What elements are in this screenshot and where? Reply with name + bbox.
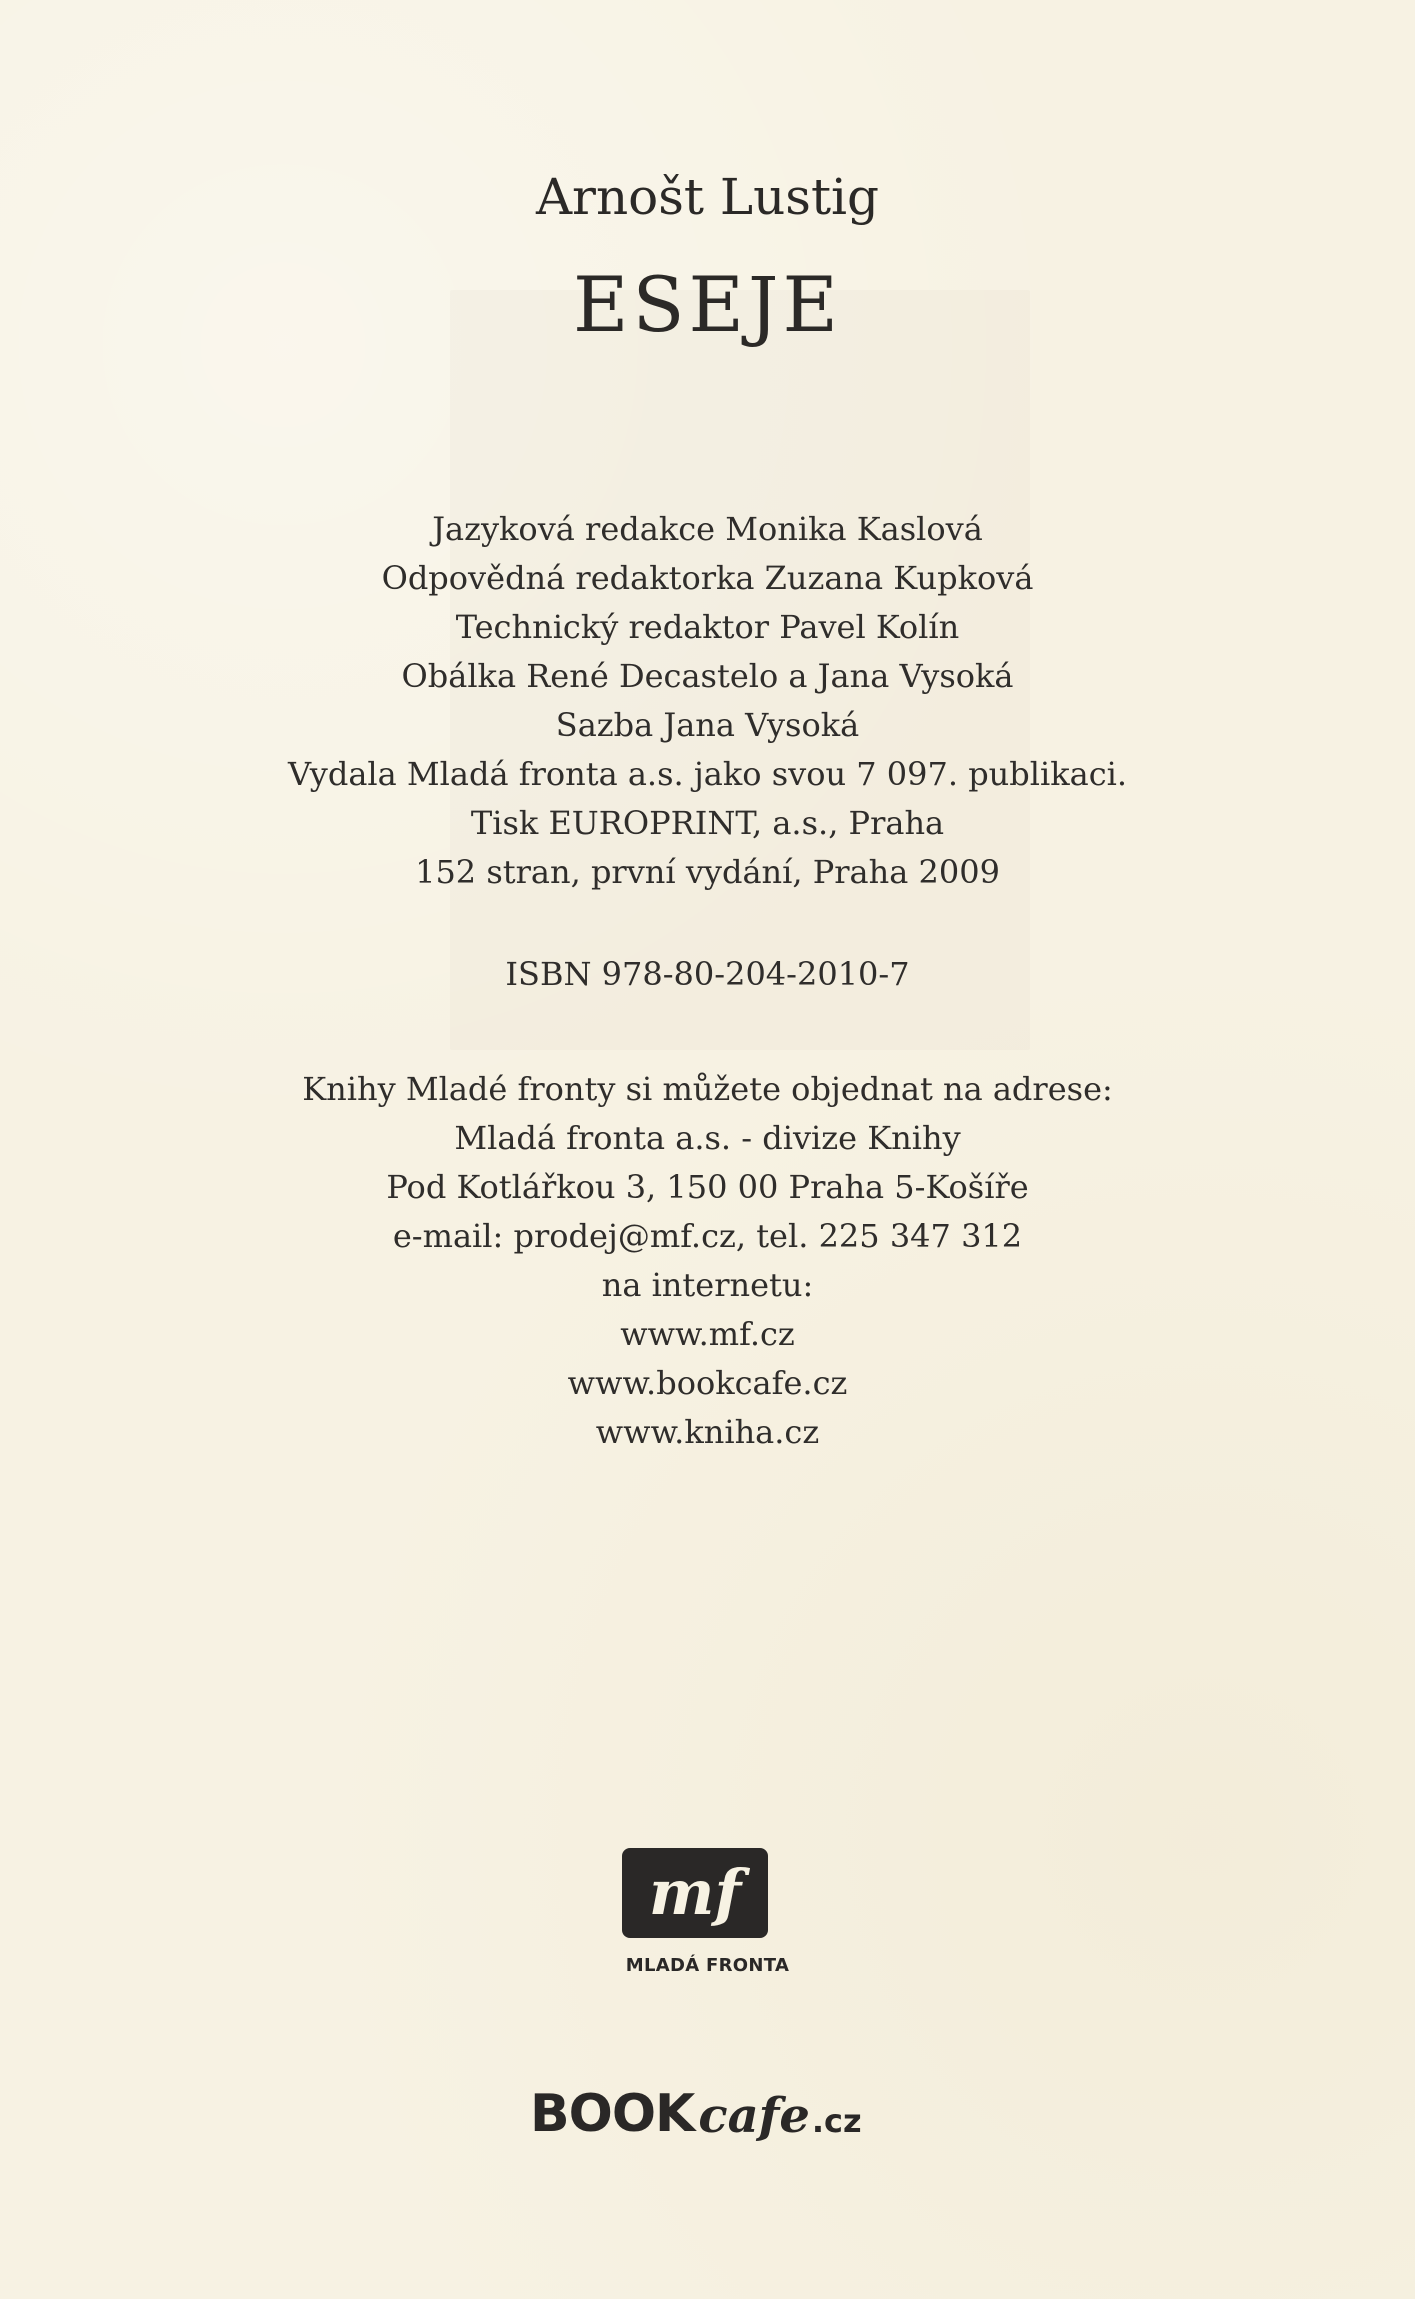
ordering-internet-label: na internetu: xyxy=(601,1266,814,1304)
mlada-fronta-logo xyxy=(622,1848,768,1938)
mf-logo-mark: mf xyxy=(648,1856,742,1929)
website-link-kniha[interactable]: www.kniha.cz xyxy=(595,1413,820,1451)
credit-line: Jazyková redakce Monika Kaslová xyxy=(432,510,983,548)
bookcafe-logo-book: BOOK xyxy=(530,2084,695,2144)
ordering-publisher: Mladá fronta a.s. - divize Knihy xyxy=(454,1119,961,1157)
credit-line: Odpovědná redaktorka Zuzana Kupková xyxy=(381,559,1034,597)
mlada-fronta-label: MLADÁ FRONTA xyxy=(625,1955,790,1976)
book-title: ESEJE xyxy=(573,260,842,349)
author-name: Arnošt Lustig xyxy=(535,168,880,226)
ordering-info xyxy=(0,1065,1415,1457)
ordering-contact: e-mail: prodej@mf.cz, tel. 225 347 312 xyxy=(392,1217,1023,1255)
website-link-mf[interactable]: www.mf.cz xyxy=(620,1315,795,1353)
credit-line: Obálka René Decastelo a Jana Vysoká xyxy=(401,657,1014,695)
isbn-line: ISBN 978-80-204-2010-7 xyxy=(505,955,910,993)
credit-line: Technický redaktor Pavel Kolín xyxy=(455,608,960,646)
ordering-address: Pod Kotlářkou 3, 150 00 Praha 5-Košíře xyxy=(386,1168,1029,1206)
credit-line: Sazba Jana Vysoká xyxy=(555,706,860,744)
ordering-intro: Knihy Mladé fronty si můžete objednat na adrese: xyxy=(302,1070,1113,1108)
website-link-bookcafe[interactable]: www.bookcafe.cz xyxy=(567,1364,848,1402)
credit-line: 152 stran, první vydání, Praha 2009 xyxy=(415,853,1000,891)
bookcafe-logo-cafe: cafe xyxy=(698,2088,810,2144)
credit-line: Vydala Mladá fronta a.s. jako svou 7 097. publikaci. xyxy=(287,755,1128,793)
credit-line: Tisk EUROPRINT, a.s., Praha xyxy=(470,804,945,842)
bookcafe-logo xyxy=(530,2070,890,2144)
bookcafe-logo-domain: .cz xyxy=(811,2102,862,2140)
credits-block xyxy=(0,505,1415,897)
